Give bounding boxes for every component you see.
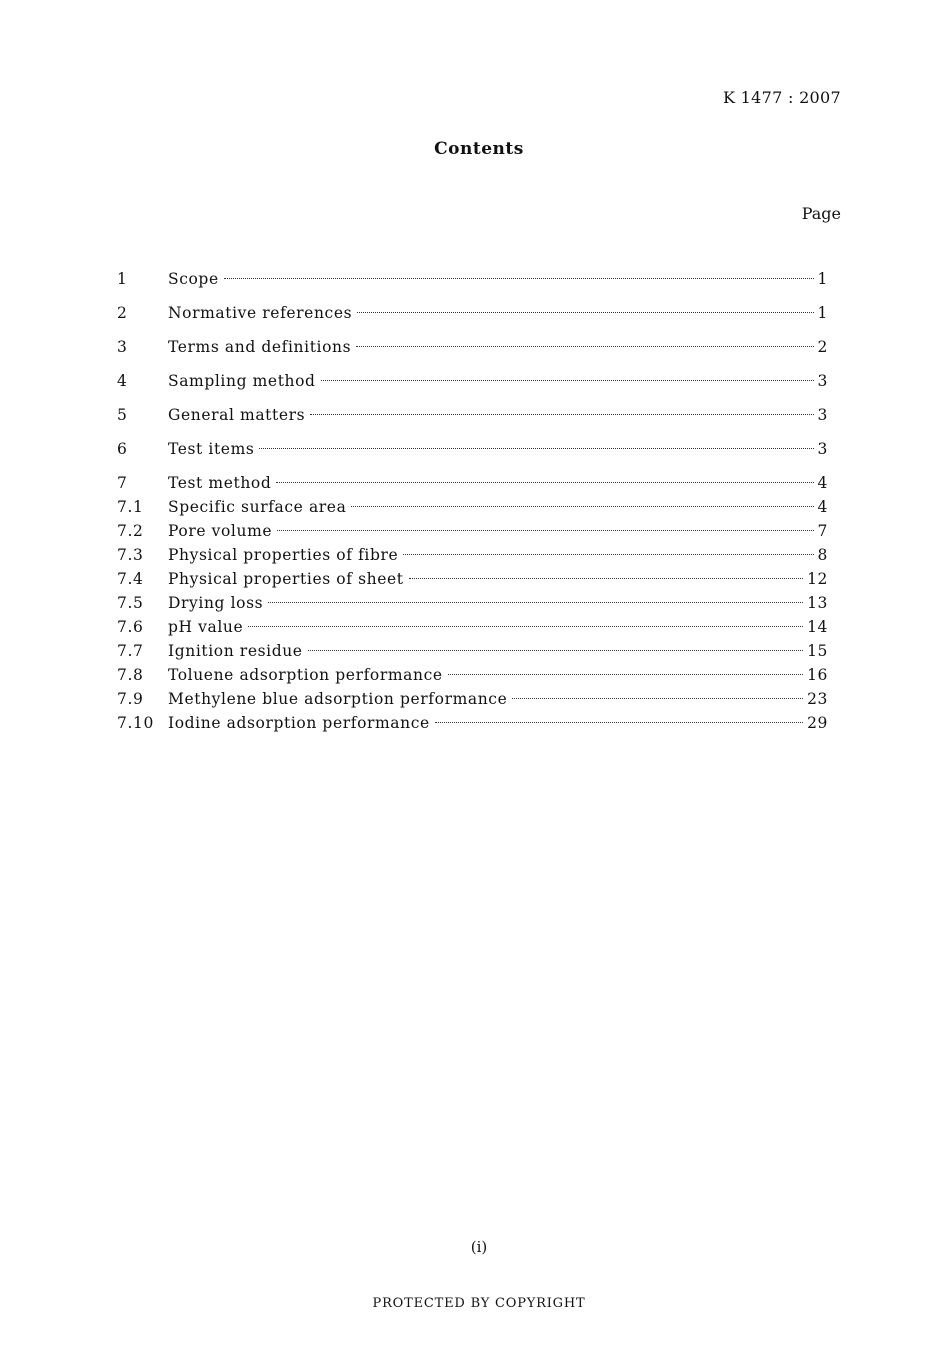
dot-leader [268,602,803,603]
toc-title: pH value [168,618,244,636]
toc-title: Test items [168,440,255,458]
toc-number: 7 [117,474,128,492]
toc-page-number: 4 [817,474,828,492]
toc-title: Ignition residue [168,642,303,660]
dot-leader [351,506,813,507]
dot-leader [403,554,813,555]
dot-leader [435,722,803,723]
toc-title: Test method [168,474,272,492]
toc-title: Physical properties of fibre [168,546,399,564]
toc-number: 1 [117,270,128,288]
toc-page-number: 8 [817,546,828,564]
dot-leader [321,380,814,381]
toc-number: 7.5 [117,594,144,612]
dot-leader [409,578,803,579]
toc-page-number: 16 [807,666,828,684]
toc-entry-ph-value[interactable] [117,615,828,639]
toc-entry-physical-properties-of-sheet[interactable] [117,567,828,591]
toc-number: 6 [117,440,128,458]
toc-page-number: 7 [817,522,828,540]
toc-entry-ignition-residue[interactable] [117,639,828,663]
toc-page-number: 1 [817,304,828,322]
toc-number: 4 [117,372,128,390]
dot-leader [276,482,813,483]
toc-page-number: 2 [817,338,828,356]
dot-leader [259,448,813,449]
dot-leader [512,698,803,699]
document-code: K 1477 : 2007 [723,88,841,107]
toc-title: Sampling method [168,372,316,390]
toc-entry-specific-surface-area[interactable] [117,495,828,519]
dot-leader [224,278,814,279]
dot-leader [356,346,813,347]
toc-number: 7.2 [117,522,144,540]
toc-number: 7.8 [117,666,144,684]
table-of-contents [117,267,828,735]
toc-page-number: 3 [817,372,828,390]
toc-number: 7.1 [117,498,144,516]
toc-entry-iodine-adsorption-performance[interactable] [117,711,828,735]
dot-leader [308,650,803,651]
toc-page-number: 1 [817,270,828,288]
dot-leader [448,674,803,675]
page-number: (i) [470,1238,488,1256]
toc-number: 7.4 [117,570,144,588]
toc-entry-test-method[interactable] [117,471,828,495]
toc-title: Scope [168,270,219,288]
toc-number: 7.7 [117,642,144,660]
dot-leader [248,626,803,627]
toc-entry-terms-and-definitions[interactable] [117,335,828,359]
toc-page-number: 29 [807,714,828,732]
dot-leader [277,530,813,531]
contents-title: Contents [434,139,524,159]
toc-page-number: 23 [807,690,828,708]
toc-title: Methylene blue adsorption performance [168,690,508,708]
toc-number: 3 [117,338,128,356]
toc-entry-sampling-method[interactable] [117,369,828,393]
page-column-label: Page [801,204,841,223]
toc-title: Physical properties of sheet [168,570,404,588]
toc-page-number: 3 [817,406,828,424]
toc-number: 7.10 [117,714,154,732]
toc-entry-pore-volume[interactable] [117,519,828,543]
toc-title: Normative references [168,304,353,322]
toc-number: 5 [117,406,128,424]
toc-title: Terms and definitions [168,338,352,356]
toc-title: Pore volume [168,522,273,540]
toc-entry-general-matters[interactable] [117,403,828,427]
toc-number: 7.9 [117,690,144,708]
toc-entry-toluene-adsorption-performance[interactable] [117,663,828,687]
copyright-notice: PROTECTED BY COPYRIGHT [372,1296,586,1311]
toc-page-number: 12 [807,570,828,588]
toc-page-number: 15 [807,642,828,660]
toc-entry-physical-properties-of-fibre[interactable] [117,543,828,567]
toc-title: General matters [168,406,306,424]
toc-page-number: 3 [817,440,828,458]
dot-leader [310,414,813,415]
toc-number: 7.3 [117,546,144,564]
toc-page-number: 13 [807,594,828,612]
toc-title: Drying loss [168,594,264,612]
toc-page-number: 4 [817,498,828,516]
toc-entry-methylene-blue-adsorption-performance[interactable] [117,687,828,711]
toc-entry-scope[interactable] [117,267,828,291]
toc-title: Toluene adsorption performance [168,666,443,684]
toc-number: 2 [117,304,128,322]
toc-number: 7.6 [117,618,144,636]
toc-page-number: 14 [807,618,828,636]
toc-entry-drying-loss[interactable] [117,591,828,615]
toc-title: Specific surface area [168,498,347,516]
toc-title: Iodine adsorption performance [168,714,430,732]
toc-entry-test-items[interactable] [117,437,828,461]
dot-leader [357,312,813,313]
toc-entry-normative-references[interactable] [117,301,828,325]
